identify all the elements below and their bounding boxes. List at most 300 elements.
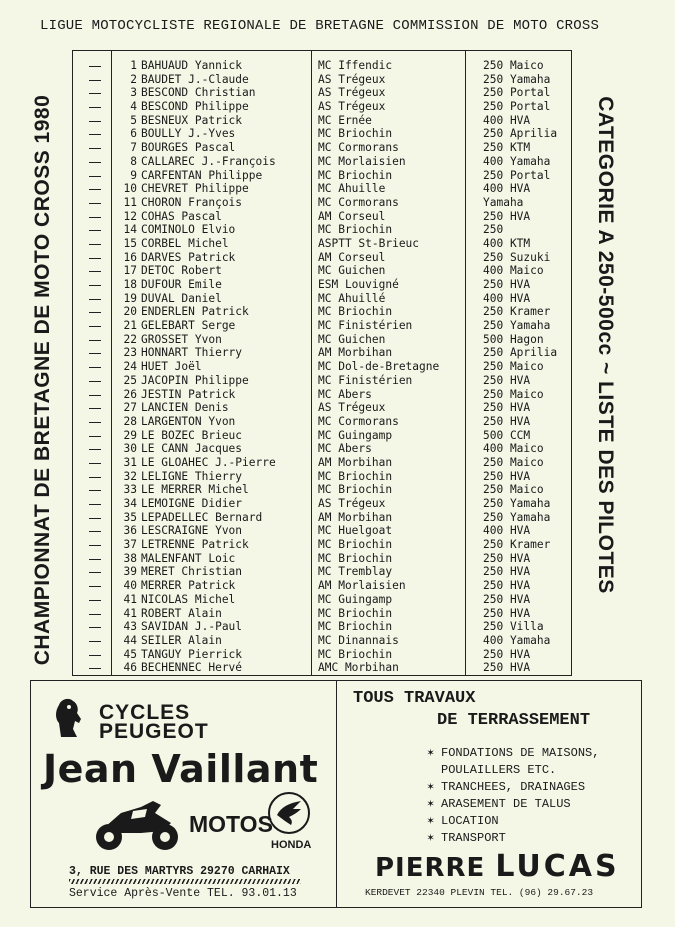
table-row (73, 483, 571, 497)
pilot-club: MC Dinannais (318, 633, 399, 647)
table-row (73, 196, 571, 210)
pilot-bike: 250 HVA (483, 565, 531, 579)
entry-checkbox-line (89, 258, 101, 259)
pilot-club: MC Briochin (318, 127, 393, 141)
pilot-name: HUET Joël (141, 360, 202, 374)
table-row (73, 661, 571, 675)
pilot-number: 7 (130, 141, 137, 155)
entry-checkbox-line (89, 586, 101, 587)
entry-checkbox-line (89, 518, 101, 519)
pilot-club: AS Trégeux (318, 100, 386, 114)
pilot-name: MALENFANT Loic (141, 551, 236, 565)
pilot-club: MC Briochin (318, 551, 393, 565)
pilot-number: 27 (123, 401, 137, 415)
pilot-number: 43 (123, 620, 137, 634)
pilot-club: MC Tremblay (318, 565, 393, 579)
pilot-bike: 250 Yamaha (483, 497, 551, 510)
table-row (73, 524, 571, 538)
pilot-name: LELIGNE Thierry (141, 469, 243, 483)
pilot-name: GELEBART Serge (141, 319, 236, 333)
service-text: LOCATION (441, 814, 499, 828)
pilot-bike: 500 CCM (483, 428, 531, 442)
pilot-club: MC Guingamp (318, 592, 393, 606)
table-row (73, 251, 571, 265)
pilot-bike: 250 Villa (483, 620, 544, 634)
pilot-name: BAHUAUD Yannick (141, 59, 243, 72)
hatch-divider (69, 879, 301, 884)
entry-checkbox-line (89, 367, 101, 368)
pilot-bike: 250 Portal (483, 168, 551, 182)
pilot-name: CORBEL Michel (141, 236, 229, 250)
pilot-number: 15 (123, 236, 137, 250)
entry-checkbox-line (89, 381, 101, 382)
table-row (73, 415, 571, 429)
table-row (73, 86, 571, 100)
pilot-bike: 250 Maico (483, 59, 544, 72)
pilot-number: 45 (123, 647, 137, 661)
pilot-name: COHAS Pascal (141, 209, 222, 223)
pilot-name: BAUDET J.-Claude (141, 72, 249, 86)
pilot-club: AM Morbihan (318, 455, 393, 469)
table-row (73, 374, 571, 388)
pilot-bike: 400 Yamaha (483, 154, 551, 168)
pilot-bike: 400 Yamaha (483, 633, 551, 647)
table-row (73, 360, 571, 374)
pilot-number: 31 (123, 455, 137, 469)
entry-checkbox-line (89, 107, 101, 108)
table-row (73, 292, 571, 306)
pilot-table (72, 50, 572, 676)
honda-wing-icon (267, 791, 311, 835)
pilot-club: ESM Louvigné (318, 278, 399, 291)
pilot-club: MC Ahuillé (318, 291, 386, 305)
cycles-peugeot-logo (99, 703, 209, 741)
pilot-name: CALLAREC J.-François (141, 154, 276, 168)
pilot-bike: 250 Maico (483, 483, 544, 497)
pierre-lucas-logo (375, 849, 620, 884)
cycles-text: CYCLES (99, 701, 191, 724)
pilot-number: 3 (130, 86, 137, 100)
lion-icon (51, 695, 85, 739)
pilot-bike: 400 Maico (483, 264, 544, 278)
category-title-text: CATEGORIE A 250-500cc ~ LISTE DES PILOTES (594, 96, 617, 594)
pilot-number: 46 (123, 661, 137, 675)
service-text: TRANCHEES, DRAINAGES (441, 780, 586, 794)
pilot-club: AS Trégeux (318, 401, 386, 415)
pilot-number: 12 (123, 209, 137, 223)
pilot-name: JESTIN Patrick (141, 387, 236, 401)
ad-headline-1: TOUS TRAVAUX (353, 689, 476, 708)
service-phone: Service Après-Vente TEL. 93.01.13 (69, 887, 297, 900)
pilot-bike: 250 Maico (483, 387, 544, 401)
pilot-name: LANCIEN Denis (141, 401, 229, 415)
pilot-club: MC Briochin (318, 606, 393, 620)
entry-checkbox-line (89, 408, 101, 409)
championship-title (23, 94, 63, 666)
pilot-number: 34 (123, 497, 137, 510)
star-bullet-icon: ✶ (427, 780, 435, 794)
pilot-name: MERET Christian (141, 565, 243, 579)
lucas-text: LUCAS (495, 849, 620, 884)
pilot-name: SAVIDAN J.-Paul (141, 620, 243, 634)
ad-pierre-lucas (337, 681, 641, 907)
entry-checkbox-line (89, 93, 101, 94)
pilot-number: 41 (123, 592, 137, 606)
dealer-name: Jean Vaillant (43, 747, 319, 791)
company-address: KERDEVET 22340 PLEVIN TEL. (96) 29.67.23 (365, 887, 594, 898)
pilot-club: MC Iffendic (318, 59, 393, 72)
pilot-bike: 250 HVA (483, 373, 531, 387)
service-item (427, 779, 599, 796)
entry-checkbox-line (89, 189, 101, 190)
service-text-continued: POULAILLERS ETC. (441, 763, 557, 777)
table-row (73, 607, 571, 621)
pilot-club: MC Briochin (318, 469, 393, 483)
entry-checkbox-line (89, 148, 101, 149)
table-row (73, 333, 571, 347)
pilot-rows (73, 59, 571, 675)
pilot-bike: 250 Portal (483, 100, 551, 114)
entry-checkbox-line (89, 285, 101, 286)
pilot-number: 33 (123, 483, 137, 497)
pilot-name: CARFENTAN Philippe (141, 168, 263, 182)
pilot-club: MC Finistérien (318, 319, 413, 333)
pilot-club: MC Dol-de-Bretagne (318, 360, 440, 374)
pilot-number: 2 (130, 72, 137, 86)
entry-checkbox-line (89, 490, 101, 491)
star-bullet-icon: ✶ (427, 746, 435, 760)
pilot-bike: 250 HVA (483, 579, 531, 593)
pilot-bike: 400 HVA (483, 291, 531, 305)
pilot-name: SEILER Alain (141, 633, 222, 647)
entry-checkbox-line (89, 80, 101, 81)
pilot-bike: 250 Yamaha (483, 319, 551, 333)
pilot-bike: 250 Suzuki (483, 250, 551, 264)
pilot-club: AM Morlaisien (318, 579, 406, 593)
entry-checkbox-line (89, 271, 101, 272)
table-row (73, 648, 571, 662)
pilot-bike: 250 Aprilia (483, 127, 558, 141)
entry-checkbox-line (89, 244, 101, 245)
pilot-name: DUVAL Daniel (141, 291, 222, 305)
table-row (73, 278, 571, 292)
dealer-address: 3, RUE DES MARTYRS 29270 CARHAIX (69, 865, 290, 878)
table-row (73, 264, 571, 278)
entry-checkbox-line (89, 655, 101, 656)
pilot-name: LESCRAIGNE Yvon (141, 524, 243, 538)
entry-checkbox-line (89, 463, 101, 464)
pilot-club: MC Huelgoat (318, 524, 393, 538)
pilot-name: NICOLAS Michel (141, 592, 236, 606)
pilot-name: DUFOUR Emile (141, 278, 222, 291)
pilot-club: MC Guingamp (318, 428, 393, 442)
entry-checkbox-line (89, 395, 101, 396)
pilot-club: MC Guichen (318, 264, 386, 278)
pilot-club: MC Briochin (318, 168, 393, 182)
entry-checkbox-line (89, 353, 101, 354)
pilot-number: 17 (123, 264, 137, 278)
table-row (73, 579, 571, 593)
entry-checkbox-line (89, 477, 101, 478)
pilot-name: BESCOND Christian (141, 86, 256, 100)
table-row (73, 223, 571, 237)
pilot-bike: 250 HVA (483, 551, 531, 565)
pilot-bike: 400 HVA (483, 182, 531, 196)
pilot-club: MC Briochin (318, 647, 393, 661)
table-row (73, 456, 571, 470)
table-row (73, 141, 571, 155)
table-row (73, 538, 571, 552)
motos-text: MOTOS (189, 811, 273, 837)
pilot-name: ENDERLEN Patrick (141, 305, 249, 319)
service-item (427, 813, 599, 830)
pilot-club: AM Corseul (318, 209, 386, 223)
table-row (73, 388, 571, 402)
pilot-bike: 500 Hagon (483, 332, 544, 346)
entry-checkbox-line (89, 436, 101, 437)
table-row (73, 305, 571, 319)
pilot-club: MC Finistérien (318, 373, 413, 387)
table-row (73, 59, 571, 73)
pilot-club: AS Trégeux (318, 72, 386, 86)
table-row (73, 155, 571, 169)
pilot-club: MC Ernée (318, 113, 372, 127)
pilot-number: 23 (123, 346, 137, 360)
motorcycle-icon (91, 793, 183, 853)
pilot-name: JACOPIN Philippe (141, 373, 249, 387)
honda-text: HONDA (271, 839, 312, 851)
pilot-number: 44 (123, 633, 137, 647)
pilot-club: MC Briochin (318, 223, 393, 237)
pilot-number: 16 (123, 250, 137, 264)
table-row (73, 169, 571, 183)
pilot-number: 8 (130, 154, 137, 168)
pilot-name: DARVES Patrick (141, 250, 236, 264)
entry-checkbox-line (89, 559, 101, 560)
table-row (73, 442, 571, 456)
league-header: LIGUE MOTOCYCLISTE REGIONALE DE BRETAGNE COMMISSION DE MOTO CROSS (40, 18, 600, 34)
table-row (73, 634, 571, 648)
pilot-number: 24 (123, 360, 137, 374)
pilot-number: 38 (123, 551, 137, 565)
pilot-name: BESCOND Philippe (141, 100, 249, 114)
entry-checkbox-line (89, 531, 101, 532)
pilot-bike: 250 HVA (483, 592, 531, 606)
pilot-bike: 400 KTM (483, 236, 531, 250)
entry-checkbox-line (89, 121, 101, 122)
pilot-name: BECHENNEC Hervé (141, 661, 243, 675)
pilot-club: ASPTT St-Brieuc (318, 236, 420, 250)
entry-checkbox-line (89, 600, 101, 601)
service-text: TRANSPORT (441, 831, 506, 845)
pilot-name: CHORON François (141, 195, 243, 209)
entry-checkbox-line (89, 230, 101, 231)
pilot-bike: 250 Maico (483, 455, 544, 469)
pilot-bike: 400 HVA (483, 113, 531, 127)
pilot-name: DETOC Robert (141, 264, 222, 278)
pilot-name: GROSSET Yvon (141, 332, 222, 346)
table-row (73, 114, 571, 128)
pilot-name: LEMOIGNE Didier (141, 497, 243, 510)
pilot-club: MC Cormorans (318, 195, 399, 209)
pilot-number: 26 (123, 387, 137, 401)
table-row (73, 346, 571, 360)
pilot-number: 40 (123, 579, 137, 593)
pilot-bike: 250 Aprilia (483, 346, 558, 360)
pilot-number: 25 (123, 373, 137, 387)
service-item (427, 796, 599, 813)
service-text: ARASEMENT DE TALUS (441, 797, 571, 811)
pilot-name: LARGENTON Yvon (141, 414, 236, 428)
table-row (73, 210, 571, 224)
pilot-number: 30 (123, 442, 137, 456)
category-title (585, 95, 625, 595)
pilot-club: AM Corseul (318, 250, 386, 264)
pilot-number: 35 (123, 510, 137, 524)
pilot-number: 20 (123, 305, 137, 319)
pilot-number: 4 (130, 100, 137, 114)
pilot-name: MERRER Patrick (141, 579, 236, 593)
pilot-name: ROBERT Alain (141, 606, 222, 620)
pilot-bike: 250 Yamaha (483, 72, 551, 86)
star-bullet-icon: ✶ (427, 814, 435, 828)
service-item (427, 745, 599, 779)
entry-checkbox-line (89, 134, 101, 135)
star-bullet-icon: ✶ (427, 831, 435, 845)
pilot-club: MC Abers (318, 442, 372, 456)
pilot-club: AS Trégeux (318, 86, 386, 100)
pilot-number: 19 (123, 291, 137, 305)
pilot-number: 18 (123, 278, 137, 291)
pilot-number: 41 (123, 606, 137, 620)
pilot-number: 39 (123, 565, 137, 579)
pilot-club: MC Cormorans (318, 141, 399, 155)
pilot-bike: 250 HVA (483, 606, 531, 620)
table-row (73, 182, 571, 196)
entry-checkbox-line (89, 217, 101, 218)
pilot-number: 11 (123, 195, 137, 209)
entry-checkbox-line (89, 340, 101, 341)
pilot-name: LE CANN Jacques (141, 442, 243, 456)
pilot-number: 36 (123, 524, 137, 538)
pilot-number: 9 (130, 168, 137, 182)
table-row (73, 100, 571, 114)
entry-checkbox-line (89, 312, 101, 313)
pilot-bike: 250 HVA (483, 401, 531, 415)
entry-checkbox-line (89, 326, 101, 327)
table-row (73, 593, 571, 607)
pilot-club: AM Morbihan (318, 510, 393, 524)
table-row (73, 470, 571, 484)
pilot-bike: 250 HVA (483, 647, 531, 661)
pilot-club: MC Briochin (318, 538, 393, 552)
ad-jean-vaillant (31, 681, 336, 907)
pilot-club: MC Guichen (318, 332, 386, 346)
service-item (427, 830, 599, 847)
pilot-number: 22 (123, 332, 137, 346)
pilot-name: BOULLY J.-Yves (141, 127, 236, 141)
table-row (73, 319, 571, 333)
pilot-bike: 250 Kramer (483, 305, 551, 319)
table-row (73, 429, 571, 443)
table-row (73, 620, 571, 634)
pilot-bike: 250 Yamaha (483, 510, 551, 524)
pilot-club: MC Cormorans (318, 414, 399, 428)
pilot-number: 28 (123, 414, 137, 428)
pilot-bike: 400 HVA (483, 524, 531, 538)
pilot-name: LE BOZEC Brieuc (141, 428, 243, 442)
table-row (73, 73, 571, 87)
entry-checkbox-line (89, 572, 101, 573)
pilot-name: LE MERRER Michel (141, 483, 249, 497)
entry-checkbox-line (89, 504, 101, 505)
pilot-name: HONNART Thierry (141, 346, 243, 360)
pilot-bike: 250 HVA (483, 661, 531, 675)
pilot-club: AS Trégeux (318, 497, 386, 510)
pilot-bike: 250 Maico (483, 360, 544, 374)
pilot-bike: 250 (483, 223, 504, 237)
table-row (73, 401, 571, 415)
star-bullet-icon: ✶ (427, 797, 435, 811)
pilot-bike: 250 Kramer (483, 538, 551, 552)
entry-checkbox-line (89, 449, 101, 450)
entry-checkbox-line (89, 422, 101, 423)
entry-checkbox-line (89, 203, 101, 204)
pilot-number: 29 (123, 428, 137, 442)
pilot-number: 37 (123, 538, 137, 552)
pilot-club: MC Briochin (318, 620, 393, 634)
pilot-number: 10 (123, 182, 137, 196)
pilot-name: LEPADELLEC Bernard (141, 510, 263, 524)
entry-checkbox-line (89, 299, 101, 300)
table-row (73, 497, 571, 511)
pilot-bike: 250 KTM (483, 141, 531, 155)
pilot-club: MC Morlaisien (318, 154, 406, 168)
pilot-number: 1 (130, 59, 137, 72)
advertisement-panel (30, 680, 642, 908)
pilot-bike: 250 Portal (483, 86, 551, 100)
pilot-number: 5 (130, 113, 137, 127)
table-row (73, 237, 571, 251)
peugeot-text: PEUGEOT (99, 720, 209, 743)
pilot-name: LE GLOAHEC J.-Pierre (141, 455, 276, 469)
pilot-bike: 250 HVA (483, 278, 531, 291)
entry-checkbox-line (89, 545, 101, 546)
pilot-bike: 250 HVA (483, 209, 531, 223)
entry-checkbox-line (89, 627, 101, 628)
entry-checkbox-line (89, 668, 101, 669)
pilot-name: BOURGES Pascal (141, 141, 236, 155)
entry-checkbox-line (89, 641, 101, 642)
services-list (427, 745, 599, 847)
pilot-name: TANGUY Pierrick (141, 647, 243, 661)
pilot-number: 21 (123, 319, 137, 333)
pilot-bike: 250 HVA (483, 414, 531, 428)
table-row (73, 127, 571, 141)
entry-checkbox-line (89, 176, 101, 177)
entry-checkbox-line (89, 614, 101, 615)
pilot-name: BESNEUX Patrick (141, 113, 243, 127)
pilot-number: 6 (130, 127, 137, 141)
service-text: FONDATIONS DE MAISONS, (441, 746, 600, 760)
pilot-club: AM Morbihan (318, 346, 393, 360)
table-row (73, 552, 571, 566)
championship-title-text: CHAMPIONNAT DE BRETAGNE DE MOTO CROSS 1980 (31, 94, 54, 666)
pilot-club: MC Abers (318, 387, 372, 401)
pilot-name: CHEVRET Philippe (141, 182, 249, 196)
pilot-name: LETRENNE Patrick (141, 538, 249, 552)
pilot-number: 32 (123, 469, 137, 483)
